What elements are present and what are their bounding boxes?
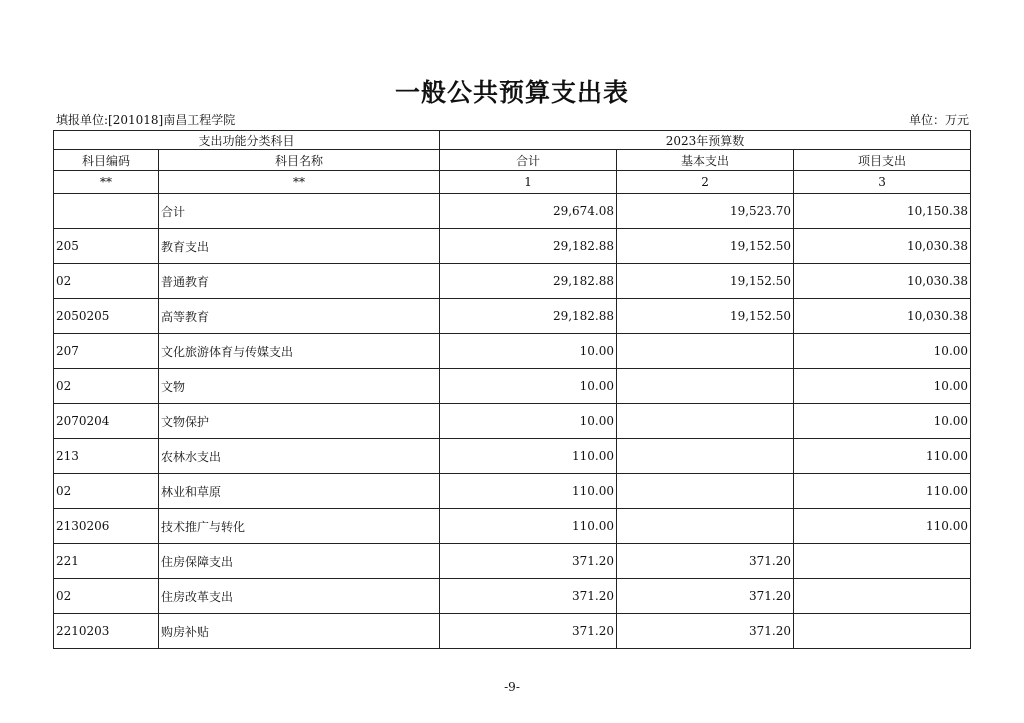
project-cell	[794, 614, 971, 649]
table-row	[54, 194, 971, 229]
basic-cell	[617, 404, 794, 439]
subject-code-cell: 2050205	[54, 299, 159, 334]
table-row	[54, 264, 971, 299]
total-cell: 371.20	[440, 544, 617, 579]
project-cell: 110.00	[794, 474, 971, 509]
subject-code-cell: 2070204	[54, 404, 159, 439]
subject-name-cell: 文物保护	[159, 404, 440, 439]
table-row	[54, 579, 971, 614]
total-cell: 10.00	[440, 404, 617, 439]
subject-name-cell: 住房保障支出	[159, 544, 440, 579]
subject-code-cell: 2130206	[54, 509, 159, 544]
subject-code-cell: 02	[54, 579, 159, 614]
subject-name-cell: 普通教育	[159, 264, 440, 299]
currency-unit-label: 单位：万元	[908, 113, 969, 127]
header-column-row	[54, 150, 971, 171]
header-functional-classification: 支出功能分类科目	[54, 131, 440, 150]
index-project: 3	[794, 171, 971, 194]
subject-name-cell: 教育支出	[159, 229, 440, 264]
subject-code-cell: 02	[54, 369, 159, 404]
total-cell: 29,674.08	[440, 194, 617, 229]
subject-code-cell: 213	[54, 439, 159, 474]
table-row	[54, 229, 971, 264]
total-cell: 10.00	[440, 334, 617, 369]
subject-code-cell: 221	[54, 544, 159, 579]
subject-code-cell: 205	[54, 229, 159, 264]
basic-cell: 19,152.50	[617, 264, 794, 299]
basic-cell: 19,152.50	[617, 299, 794, 334]
total-cell: 371.20	[440, 614, 617, 649]
table-row	[54, 404, 971, 439]
project-cell: 110.00	[794, 439, 971, 474]
subject-code-cell: 207	[54, 334, 159, 369]
page-number: -9-	[504, 680, 520, 694]
index-code: **	[54, 171, 159, 194]
basic-cell	[617, 509, 794, 544]
table-row	[54, 614, 971, 649]
project-cell: 10,150.38	[794, 194, 971, 229]
total-cell: 110.00	[440, 474, 617, 509]
header-project-expenditure: 项目支出	[794, 150, 971, 171]
basic-cell	[617, 334, 794, 369]
project-cell: 10.00	[794, 334, 971, 369]
subject-name-cell: 农林水支出	[159, 439, 440, 474]
subject-name-cell: 高等教育	[159, 299, 440, 334]
header-subject-name: 科目名称	[159, 150, 440, 171]
project-cell: 10,030.38	[794, 299, 971, 334]
project-cell: 10,030.38	[794, 264, 971, 299]
basic-cell: 19,152.50	[617, 229, 794, 264]
subject-code-cell: 02	[54, 474, 159, 509]
subject-name-cell: 文化旅游体育与传媒支出	[159, 334, 440, 369]
subject-name-cell: 购房补贴	[159, 614, 440, 649]
header-group-row	[54, 131, 971, 150]
total-cell: 110.00	[440, 439, 617, 474]
project-cell	[794, 544, 971, 579]
basic-cell: 371.20	[617, 579, 794, 614]
total-cell: 29,182.88	[440, 299, 617, 334]
subject-name-cell: 文物	[159, 369, 440, 404]
index-basic: 2	[617, 171, 794, 194]
subject-code-cell: 2210203	[54, 614, 159, 649]
total-cell: 110.00	[440, 509, 617, 544]
basic-cell	[617, 439, 794, 474]
table-row	[54, 474, 971, 509]
project-cell: 10.00	[794, 369, 971, 404]
subject-name-cell: 技术推广与转化	[159, 509, 440, 544]
subject-code-cell: 02	[54, 264, 159, 299]
header-index-row	[54, 171, 971, 194]
table-row	[54, 439, 971, 474]
header-total: 合计	[440, 150, 617, 171]
index-total: 1	[440, 171, 617, 194]
total-cell: 371.20	[440, 579, 617, 614]
table-row	[54, 544, 971, 579]
basic-cell: 371.20	[617, 614, 794, 649]
budget-table	[53, 130, 971, 649]
table-row	[54, 299, 971, 334]
basic-cell	[617, 474, 794, 509]
subject-code-cell	[54, 194, 159, 229]
basic-cell	[617, 369, 794, 404]
header-subject-code: 科目编码	[54, 150, 159, 171]
header-budget-year: 2023年预算数	[440, 131, 971, 150]
project-cell: 10,030.38	[794, 229, 971, 264]
project-cell	[794, 579, 971, 614]
basic-cell: 19,523.70	[617, 194, 794, 229]
table-row	[54, 334, 971, 369]
fill-unit-label: 填报单位:[201018]南昌工程学院	[56, 113, 236, 127]
subject-name-cell: 合计	[159, 194, 440, 229]
subject-name-cell: 住房改革支出	[159, 579, 440, 614]
header-basic-expenditure: 基本支出	[617, 150, 794, 171]
basic-cell: 371.20	[617, 544, 794, 579]
total-cell: 29,182.88	[440, 229, 617, 264]
total-cell: 10.00	[440, 369, 617, 404]
project-cell: 110.00	[794, 509, 971, 544]
project-cell: 10.00	[794, 404, 971, 439]
table-row	[54, 509, 971, 544]
index-name: **	[159, 171, 440, 194]
total-cell: 29,182.88	[440, 264, 617, 299]
subject-name-cell: 林业和草原	[159, 474, 440, 509]
page-title: 一般公共预算支出表	[394, 78, 629, 107]
table-row	[54, 369, 971, 404]
